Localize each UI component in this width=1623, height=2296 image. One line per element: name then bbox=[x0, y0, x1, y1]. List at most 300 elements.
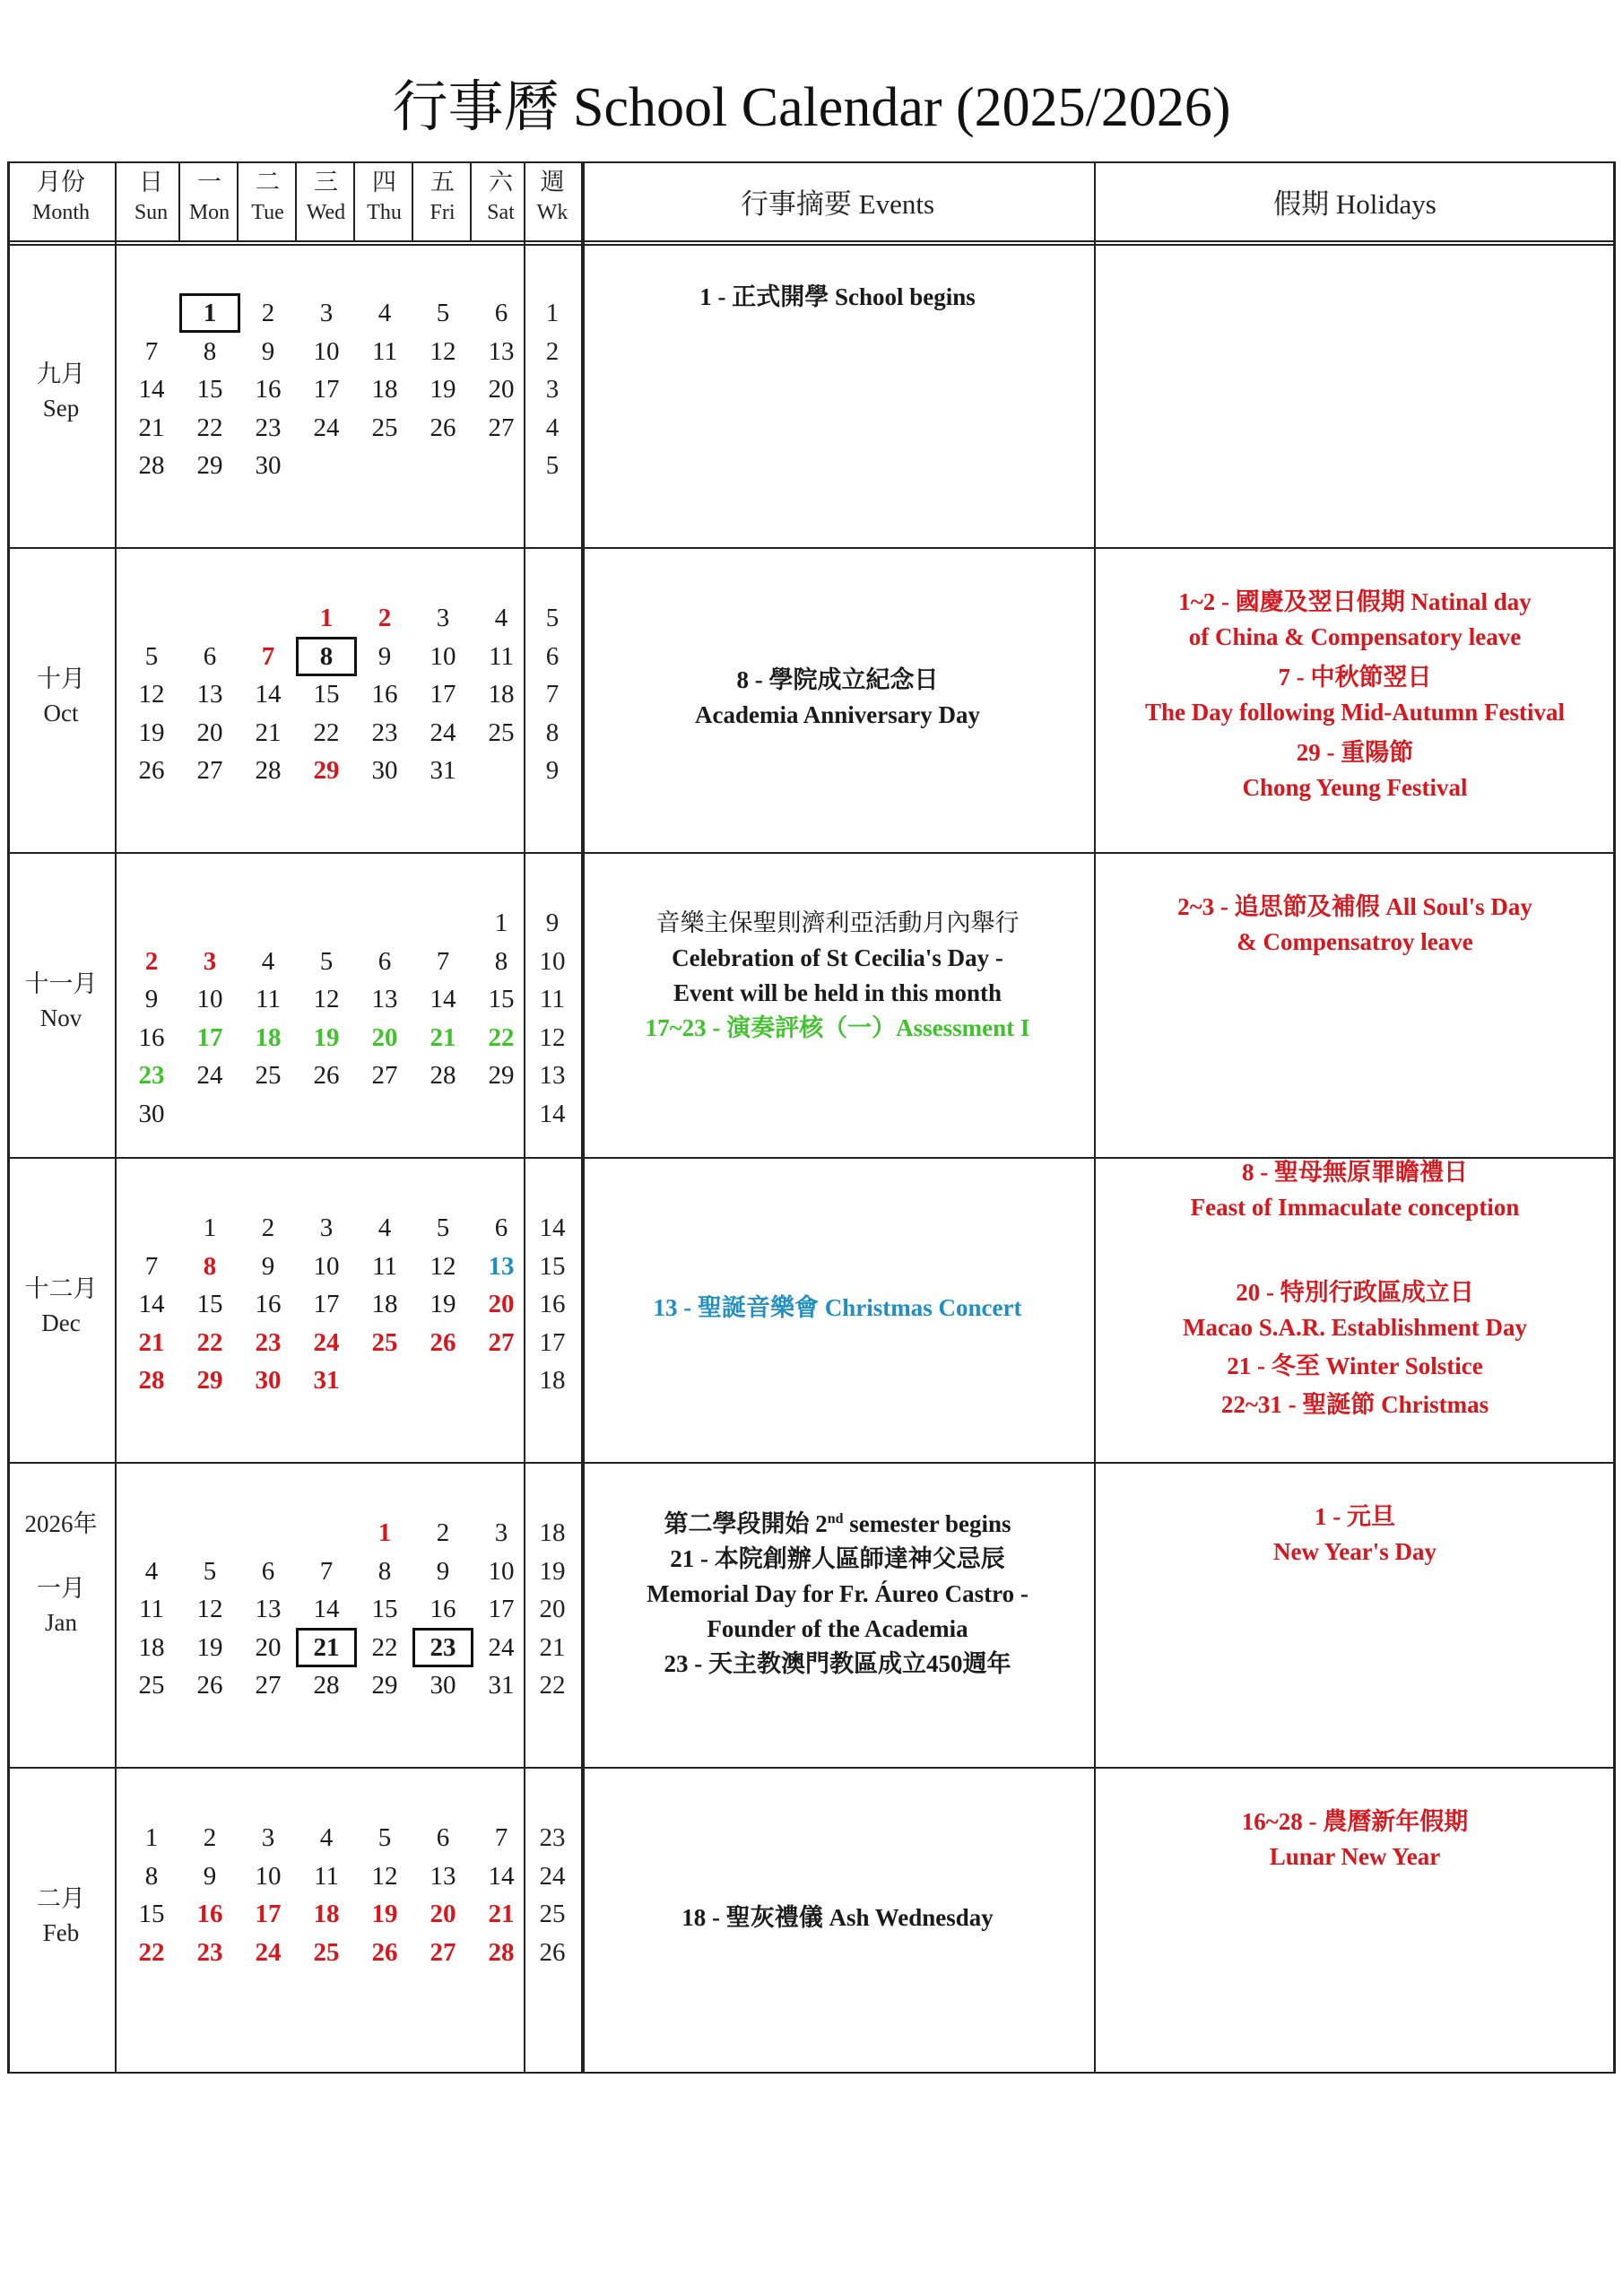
calendar-day: 30 bbox=[430, 1671, 456, 1700]
calendar-day: 31 bbox=[488, 1671, 515, 1700]
calendar-day: 27 bbox=[430, 1937, 456, 1967]
calendar-day: 17 bbox=[313, 375, 340, 404]
calendar-day: 28 bbox=[430, 1061, 456, 1090]
event-line bbox=[656, 906, 1020, 941]
calendar-day: 12 bbox=[138, 680, 165, 709]
header-month-zh: 月份 bbox=[37, 169, 85, 196]
calendar-day: 24 bbox=[255, 1937, 282, 1967]
calendar-day: 17 bbox=[255, 1900, 282, 1928]
calendar-day: 3 bbox=[494, 1518, 508, 1547]
event-text: Memorial Day for Fr. Áureo Castro - bbox=[647, 1580, 1028, 1607]
holidays-cell bbox=[1094, 585, 1616, 805]
calendar-day: 13 bbox=[488, 1251, 515, 1281]
week-number: 24 bbox=[539, 1861, 566, 1891]
calendar-day: 18 bbox=[138, 1632, 165, 1662]
holidays-cell bbox=[1094, 1805, 1616, 1874]
calendar-day: 23 bbox=[371, 718, 398, 747]
event-line bbox=[707, 1612, 968, 1647]
month-label bbox=[7, 662, 115, 730]
calendar-day: 1 bbox=[494, 909, 508, 937]
calendar-day: 3 bbox=[436, 604, 450, 632]
calendar-day: 1 bbox=[319, 604, 334, 632]
calendar-day: 25 bbox=[371, 1327, 398, 1357]
holidays-cell bbox=[1094, 890, 1616, 960]
calendar-day: 1 bbox=[203, 1213, 217, 1242]
calendar-day: 26 bbox=[138, 756, 165, 785]
header-day-zh: 六 bbox=[489, 169, 513, 196]
header-month-en: Month bbox=[31, 201, 90, 224]
header-day-en: Mon bbox=[188, 201, 230, 224]
event-text: 21 - 本院創辦人區師達神父忌辰 bbox=[670, 1545, 1005, 1572]
calendar-day: 21 bbox=[430, 1022, 456, 1052]
month-en: Sep bbox=[42, 395, 80, 422]
calendar-day: 21 bbox=[297, 1629, 356, 1666]
event-text: Academia Anniversary Day bbox=[695, 701, 980, 728]
calendar-day: 31 bbox=[313, 1366, 340, 1395]
month-spacer bbox=[7, 1541, 115, 1571]
calendar-day: 19 bbox=[371, 1900, 398, 1928]
week-number: 21 bbox=[539, 1632, 566, 1662]
header-day-zh: 四 bbox=[372, 169, 396, 196]
calendar-day: 7 bbox=[319, 1556, 334, 1586]
calendar-day: 16 bbox=[371, 680, 398, 709]
holidays-cell bbox=[1094, 1155, 1616, 1422]
week-number: 16 bbox=[539, 1290, 566, 1318]
calendar-day: 5 bbox=[436, 299, 450, 327]
calendar-day: 24 bbox=[488, 1632, 515, 1662]
header-day bbox=[355, 167, 413, 228]
calendar-day: 10 bbox=[313, 336, 340, 366]
calendar-day: 28 bbox=[313, 1671, 340, 1700]
holiday-line: The Day following Mid-Autumn Festival bbox=[1144, 699, 1566, 726]
header-day bbox=[180, 167, 239, 228]
calendar-day: 22 bbox=[196, 413, 223, 442]
calendar-day: 18 bbox=[255, 1022, 282, 1052]
holidays-cell bbox=[1094, 1500, 1616, 1570]
holiday-line: 16~28 - 農曆新年假期 bbox=[1241, 1808, 1469, 1835]
calendar-day: 23 bbox=[255, 413, 282, 442]
calendar-day: 16 bbox=[196, 1900, 223, 1928]
week-number: 13 bbox=[539, 1061, 566, 1090]
holiday-line: 2~3 - 追思節及補假 All Soul's Day bbox=[1177, 893, 1532, 920]
calendar-day: 8 bbox=[144, 1861, 159, 1891]
header-week-en: Wk bbox=[536, 201, 568, 224]
calendar-day: 19 bbox=[138, 718, 165, 747]
calendar-day: 31 bbox=[430, 756, 456, 785]
holiday-line: 29 - 重陽節 bbox=[1296, 739, 1414, 766]
week-number: 2 bbox=[545, 336, 560, 366]
calendar-day: 24 bbox=[196, 1061, 223, 1090]
calendar-day: 12 bbox=[313, 985, 340, 1013]
calendar-day: 28 bbox=[138, 1366, 165, 1395]
week-number: 12 bbox=[539, 1022, 566, 1052]
event-text: Event will be held in this month bbox=[673, 979, 1002, 1006]
event-line bbox=[672, 941, 1003, 976]
calendar-day: 7 bbox=[144, 336, 159, 366]
week-number: 5 bbox=[545, 604, 560, 632]
week-number: 19 bbox=[539, 1556, 566, 1586]
week-number: 1 bbox=[545, 299, 560, 327]
week-number: 3 bbox=[545, 375, 560, 404]
calendar-day: 26 bbox=[430, 1327, 456, 1357]
calendar-day: 20 bbox=[488, 375, 515, 404]
header-day-en: Sun bbox=[134, 201, 169, 224]
calendar-day: 11 bbox=[139, 1595, 164, 1623]
calendar-day: 2 bbox=[261, 299, 275, 327]
calendar-day: 23 bbox=[138, 1061, 165, 1090]
calendar-day: 26 bbox=[313, 1061, 340, 1090]
calendar-day: 5 bbox=[436, 1213, 450, 1242]
holiday-line: Lunar New Year bbox=[1269, 1843, 1441, 1870]
calendar-day: 11 bbox=[256, 985, 281, 1013]
calendar-day: 24 bbox=[313, 1327, 340, 1357]
calendar-day: 4 bbox=[319, 1823, 334, 1852]
header-day bbox=[472, 167, 530, 228]
grid-line-vertical bbox=[115, 161, 117, 2072]
week-number: 22 bbox=[539, 1671, 566, 1700]
calendar-day: 27 bbox=[371, 1061, 398, 1090]
calendar-day: 27 bbox=[488, 1327, 515, 1357]
calendar-day: 27 bbox=[488, 413, 515, 442]
calendar-day: 30 bbox=[138, 1099, 165, 1128]
month-en: Dec bbox=[41, 1309, 81, 1336]
calendar-day: 18 bbox=[371, 375, 398, 404]
calendar-day: 7 bbox=[261, 641, 275, 671]
calendar-day: 28 bbox=[255, 756, 282, 785]
event-line bbox=[673, 976, 1002, 1011]
calendar-day: 29 bbox=[371, 1671, 398, 1700]
calendar-day: 21 bbox=[138, 1327, 165, 1357]
events-cell bbox=[581, 906, 1094, 1046]
calendar-day: 2 bbox=[436, 1518, 450, 1547]
events-cell bbox=[581, 280, 1094, 315]
calendar-day: 14 bbox=[138, 375, 165, 404]
header-day-zh: 二 bbox=[256, 169, 280, 196]
calendar-day: 20 bbox=[196, 718, 223, 747]
event-line bbox=[647, 1577, 1028, 1612]
event-line bbox=[695, 698, 980, 733]
calendar-day: 21 bbox=[255, 718, 282, 747]
calendar-day: 12 bbox=[430, 1251, 456, 1281]
grid-line-vertical bbox=[1613, 161, 1616, 2072]
calendar-day: 2 bbox=[378, 604, 392, 632]
calendar-day: 16 bbox=[138, 1022, 165, 1052]
month-en: Oct bbox=[43, 700, 79, 726]
holiday-line: Chong Yeung Festival bbox=[1242, 774, 1468, 801]
calendar-day: 14 bbox=[313, 1595, 340, 1623]
week-number: 5 bbox=[545, 451, 560, 480]
event-text: Founder of the Academia bbox=[707, 1615, 968, 1642]
calendar-day: 20 bbox=[255, 1632, 282, 1662]
calendar-day: 5 bbox=[378, 1823, 392, 1852]
calendar-day: 15 bbox=[138, 1900, 165, 1928]
calendar-day: 1 bbox=[144, 1823, 159, 1852]
calendar-day: 20 bbox=[371, 1022, 398, 1052]
week-number: 18 bbox=[539, 1366, 566, 1395]
event-text: 8 - 學院成立紀念日 bbox=[736, 666, 939, 693]
event-text: 17~23 - 演奏評核（一）Assessment I bbox=[645, 1014, 1030, 1041]
event-line bbox=[737, 663, 939, 698]
holiday-line: 8 - 聖母無原罪瞻禮日 bbox=[1242, 1159, 1468, 1186]
calendar-day: 11 bbox=[372, 336, 397, 366]
calendar-table bbox=[7, 161, 1616, 2085]
calendar-day: 1 bbox=[180, 294, 239, 332]
calendar-day: 9 bbox=[261, 336, 275, 366]
calendar-day: 13 bbox=[371, 985, 398, 1013]
calendar-day: 11 bbox=[314, 1861, 339, 1891]
calendar-day: 9 bbox=[261, 1251, 275, 1281]
calendar-day: 19 bbox=[430, 375, 456, 404]
calendar-day: 7 bbox=[144, 1251, 159, 1281]
calendar-day: 19 bbox=[313, 1022, 340, 1052]
event-line bbox=[664, 1501, 1011, 1542]
month-zh: 十一月 bbox=[24, 970, 98, 997]
holiday-line: Macao S.A.R. Establishment Day bbox=[1182, 1314, 1527, 1341]
month-zh: 二月 bbox=[37, 1885, 85, 1912]
header-day-en: Wed bbox=[306, 201, 346, 224]
holiday-line: of China & Compensatory leave bbox=[1188, 623, 1522, 650]
calendar-day: 18 bbox=[488, 680, 515, 709]
header-day bbox=[413, 167, 472, 228]
header-day bbox=[122, 167, 180, 228]
calendar-day: 6 bbox=[203, 641, 217, 671]
calendar-day: 24 bbox=[430, 718, 456, 747]
month-en: Jan bbox=[45, 1609, 77, 1636]
calendar-day: 10 bbox=[430, 641, 456, 671]
calendar-day: 4 bbox=[144, 1556, 159, 1586]
week-number: 11 bbox=[540, 985, 565, 1013]
calendar-day: 30 bbox=[371, 756, 398, 785]
calendar-day: 14 bbox=[138, 1290, 165, 1318]
month-year: 2026年 bbox=[24, 1510, 98, 1537]
event-line bbox=[664, 1647, 1011, 1682]
header-day-en: Thu bbox=[367, 201, 402, 224]
calendar-day: 30 bbox=[255, 1366, 282, 1395]
week-number: 15 bbox=[539, 1251, 566, 1281]
event-text: 1 - 正式開學 School begins bbox=[699, 283, 976, 310]
grid-line-vertical bbox=[1094, 161, 1096, 2072]
event-text-after: semester begins bbox=[843, 1510, 1011, 1537]
calendar-day: 6 bbox=[494, 299, 508, 327]
header-week bbox=[524, 167, 581, 228]
calendar-day: 6 bbox=[494, 1213, 508, 1242]
calendar-day: 22 bbox=[371, 1632, 398, 1662]
month-zh: 一月 bbox=[37, 1575, 85, 1602]
event-text: 13 - 聖誕音樂會 Christmas Concert bbox=[653, 1293, 1022, 1321]
holiday-line: 1~2 - 國慶及翌日假期 Natinal day bbox=[1178, 588, 1532, 615]
holiday-line: & Compensatroy leave bbox=[1237, 928, 1473, 955]
calendar-day: 28 bbox=[138, 451, 165, 480]
month-en: Nov bbox=[39, 1004, 82, 1031]
calendar-day: 8 bbox=[494, 946, 508, 976]
header-day-en: Sat bbox=[487, 201, 515, 224]
calendar-day: 29 bbox=[313, 756, 340, 785]
calendar-day: 27 bbox=[255, 1671, 282, 1700]
calendar-day: 17 bbox=[313, 1290, 340, 1318]
event-line bbox=[654, 1291, 1022, 1326]
holiday-line: 1 - 元旦 bbox=[1315, 1503, 1395, 1530]
event-line bbox=[646, 1011, 1030, 1046]
header-day-zh: 三 bbox=[314, 169, 338, 196]
month-en: Feb bbox=[42, 1919, 80, 1946]
calendar-day: 4 bbox=[378, 1213, 392, 1242]
week-number: 14 bbox=[539, 1213, 566, 1242]
grid-line-vertical bbox=[7, 161, 10, 2072]
calendar-day: 18 bbox=[371, 1290, 398, 1318]
calendar-day: 25 bbox=[255, 1061, 282, 1090]
calendar-day: 10 bbox=[255, 1861, 282, 1891]
events-cell bbox=[581, 663, 1094, 733]
event-line bbox=[670, 1542, 1005, 1577]
calendar-day: 23 bbox=[413, 1629, 473, 1666]
calendar-day: 22 bbox=[488, 1022, 515, 1052]
calendar-day: 10 bbox=[196, 985, 223, 1013]
calendar-day: 29 bbox=[488, 1061, 515, 1090]
calendar-day: 6 bbox=[378, 946, 392, 976]
calendar-day: 5 bbox=[144, 641, 159, 671]
calendar-day: 5 bbox=[203, 1556, 217, 1586]
event-text: 23 - 天主教澳門教區成立450週年 bbox=[664, 1650, 1011, 1677]
event-text: 第二學段開始 2 bbox=[664, 1510, 828, 1537]
week-number: 26 bbox=[539, 1937, 566, 1967]
event-superscript: nd bbox=[827, 1511, 844, 1526]
week-number: 25 bbox=[539, 1900, 566, 1928]
month-label bbox=[7, 967, 115, 1035]
calendar-day: 3 bbox=[203, 946, 217, 976]
calendar-day: 4 bbox=[378, 299, 392, 327]
event-text: 音樂主保聖則濟利亞活動月內舉行 bbox=[655, 909, 1020, 936]
calendar-day: 9 bbox=[203, 1861, 217, 1891]
calendar-day: 29 bbox=[196, 1366, 223, 1395]
header-day-en: Fri bbox=[430, 201, 456, 224]
header-day-zh: 一 bbox=[197, 169, 221, 196]
calendar-day: 8 bbox=[203, 1251, 217, 1281]
calendar-day: 2 bbox=[261, 1213, 275, 1242]
event-text: Celebration of St Cecilia's Day - bbox=[672, 944, 1003, 971]
calendar-day: 14 bbox=[255, 680, 282, 709]
week-number: 8 bbox=[545, 718, 560, 747]
calendar-day: 25 bbox=[138, 1671, 165, 1700]
month-zh: 十月 bbox=[37, 665, 85, 692]
calendar-day: 13 bbox=[488, 336, 515, 366]
grid-line-vertical bbox=[581, 161, 585, 2072]
calendar-day: 14 bbox=[430, 985, 456, 1013]
calendar-day: 23 bbox=[196, 1937, 223, 1967]
calendar-day: 4 bbox=[261, 946, 275, 976]
calendar-day: 4 bbox=[494, 604, 508, 632]
calendar-day: 3 bbox=[319, 1213, 334, 1242]
calendar-day: 12 bbox=[430, 336, 456, 366]
calendar-day: 15 bbox=[196, 375, 223, 404]
calendar-day: 27 bbox=[196, 756, 223, 785]
month-zh: 九月 bbox=[37, 361, 85, 387]
calendar-day: 28 bbox=[488, 1937, 515, 1967]
calendar-day: 13 bbox=[196, 680, 223, 709]
calendar-day: 15 bbox=[313, 680, 340, 709]
calendar-day: 21 bbox=[138, 413, 165, 442]
month-label bbox=[7, 1507, 115, 1639]
calendar-day: 7 bbox=[494, 1823, 508, 1852]
calendar-day: 16 bbox=[255, 1290, 282, 1318]
calendar-day: 3 bbox=[261, 1823, 275, 1852]
calendar-day: 26 bbox=[196, 1671, 223, 1700]
holiday-line: 22~31 - 聖誕節 Christmas bbox=[1220, 1391, 1489, 1418]
grid-line-horizontal bbox=[7, 1462, 1616, 1464]
week-number: 9 bbox=[545, 909, 560, 937]
calendar-day: 8 bbox=[378, 1556, 392, 1586]
month-label bbox=[7, 1882, 115, 1950]
calendar-day: 13 bbox=[430, 1861, 456, 1891]
calendar-day: 2 bbox=[144, 946, 159, 976]
week-number: 17 bbox=[539, 1327, 566, 1357]
calendar-day: 9 bbox=[378, 641, 392, 671]
calendar-day: 11 bbox=[372, 1251, 397, 1281]
calendar-day: 12 bbox=[196, 1595, 223, 1623]
week-number: 6 bbox=[545, 641, 560, 671]
page-title: 行事曆 School Calendar (2025/2026) bbox=[392, 77, 1231, 138]
calendar-day: 24 bbox=[313, 413, 340, 442]
grid-line-horizontal bbox=[7, 1767, 1616, 1769]
week-number: 18 bbox=[539, 1518, 566, 1547]
calendar-day: 3 bbox=[319, 299, 334, 327]
event-line bbox=[699, 280, 976, 315]
calendar-day: 11 bbox=[489, 641, 514, 671]
calendar-day: 20 bbox=[430, 1900, 456, 1928]
calendar-day: 25 bbox=[488, 718, 515, 747]
week-number: 20 bbox=[539, 1595, 566, 1623]
calendar-day: 15 bbox=[488, 985, 515, 1013]
calendar-day: 17 bbox=[430, 680, 456, 709]
grid-line-horizontal bbox=[7, 244, 1616, 246]
month-label bbox=[7, 357, 115, 425]
header-day-zh: 日 bbox=[139, 169, 163, 196]
calendar-day: 15 bbox=[371, 1595, 398, 1623]
calendar-day: 19 bbox=[196, 1632, 223, 1662]
calendar-day: 14 bbox=[488, 1861, 515, 1891]
calendar-day: 16 bbox=[430, 1595, 456, 1623]
calendar-day: 26 bbox=[371, 1937, 398, 1967]
week-number: 14 bbox=[539, 1099, 566, 1128]
header-day bbox=[297, 167, 355, 228]
header-events: 行事摘要 Events bbox=[740, 187, 935, 220]
calendar-day: 20 bbox=[488, 1290, 515, 1318]
week-number: 7 bbox=[545, 680, 560, 709]
calendar-day: 17 bbox=[488, 1595, 515, 1623]
holiday-line: 7 - 中秋節翌日 bbox=[1278, 664, 1432, 691]
calendar-day: 23 bbox=[255, 1327, 282, 1357]
calendar-day: 12 bbox=[371, 1861, 398, 1891]
calendar-day: 7 bbox=[436, 946, 450, 976]
calendar-day: 22 bbox=[313, 718, 340, 747]
calendar-day: 1 bbox=[378, 1518, 392, 1547]
holiday-line: 21 - 冬至 Winter Solstice bbox=[1227, 1352, 1483, 1379]
holiday-line: New Year's Day bbox=[1273, 1538, 1436, 1565]
header-week-zh: 週 bbox=[540, 169, 565, 196]
calendar-day: 15 bbox=[196, 1290, 223, 1318]
header-day-en: Tue bbox=[251, 201, 284, 224]
grid-line-horizontal bbox=[7, 240, 1616, 242]
header-day bbox=[239, 167, 297, 228]
calendar-day: 9 bbox=[144, 985, 159, 1013]
calendar-day: 6 bbox=[261, 1556, 275, 1586]
calendar-day: 22 bbox=[196, 1327, 223, 1357]
event-line bbox=[681, 1900, 994, 1935]
calendar-day: 8 bbox=[203, 336, 217, 366]
calendar-day: 18 bbox=[313, 1900, 340, 1928]
calendar-day: 21 bbox=[488, 1900, 515, 1928]
week-number: 4 bbox=[545, 413, 560, 442]
month-zh: 十二月 bbox=[24, 1275, 98, 1302]
